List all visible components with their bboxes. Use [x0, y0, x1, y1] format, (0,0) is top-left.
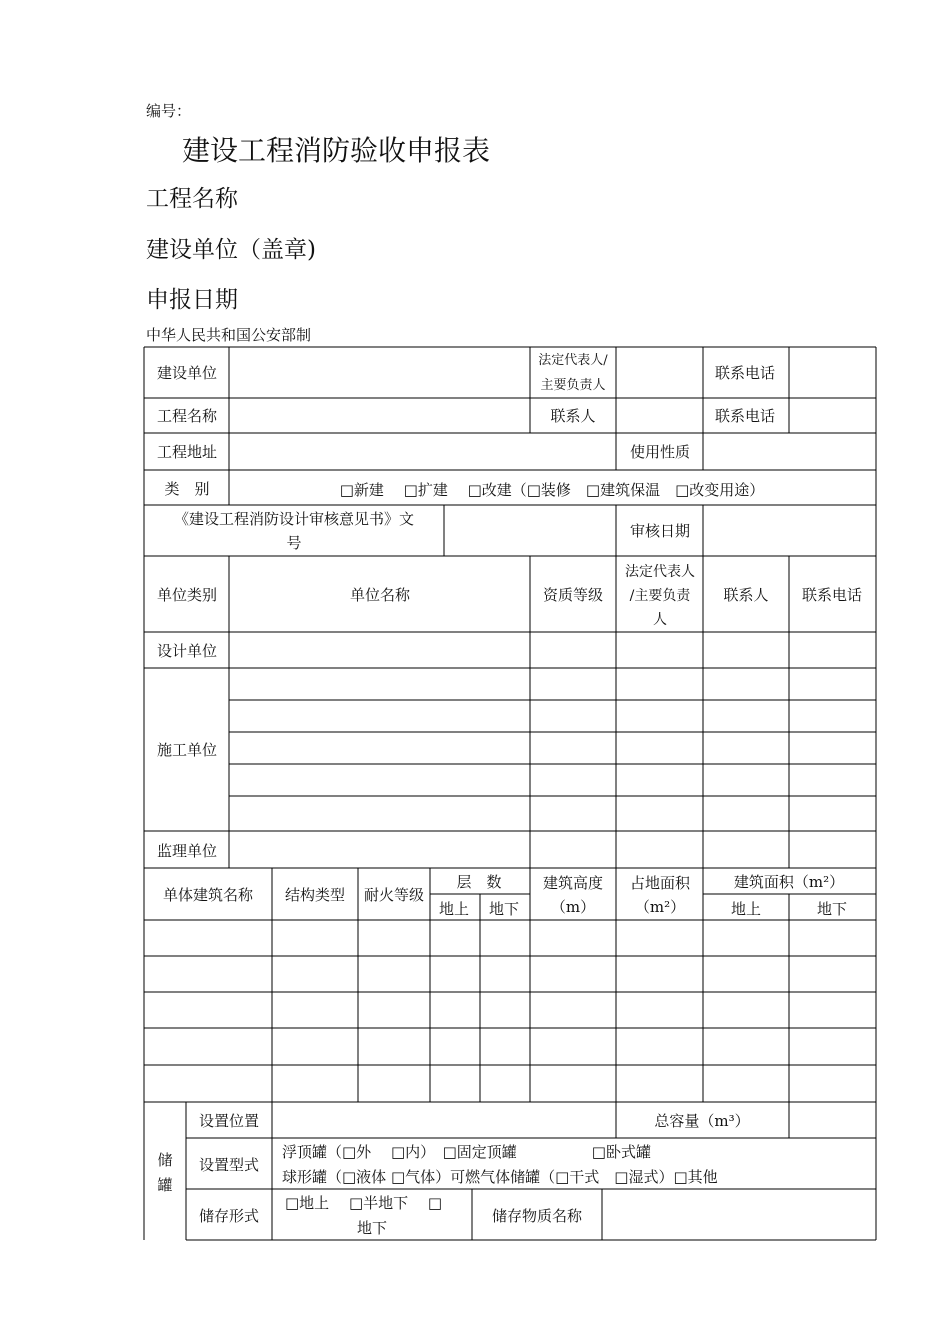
cover-construction-unit: 建设单位（盖章) — [146, 237, 316, 263]
col-height-line1: 建筑高度 — [542, 874, 604, 892]
col-floor-area-above: 地上 — [730, 900, 762, 918]
tank-label-line2: 罐 — [157, 1176, 173, 1194]
row-supervisor-unit: 监理单位 — [156, 842, 218, 860]
label-phone-1: 联系电话 — [714, 364, 776, 382]
col-qualification: 资质等级 — [542, 586, 604, 604]
label-category: 类 别 — [164, 480, 210, 498]
col-land-area-line1: 占地面积 — [629, 874, 691, 892]
col-floor-area: 建筑面积（m²） — [733, 873, 845, 891]
col-phone: 联系电话 — [801, 586, 863, 604]
label-stored-substance: 储存物质名称 — [491, 1207, 583, 1225]
label-document-number: 号 — [286, 534, 302, 552]
col-rep-line3: 人 — [653, 612, 667, 628]
col-height-line2: （m） — [550, 898, 596, 916]
row-design-unit: 设计单位 — [156, 642, 218, 660]
col-floors: 层 数 — [456, 873, 502, 891]
col-unit-type: 单位类别 — [156, 586, 218, 604]
cover-report-date: 申报日期 — [146, 287, 238, 313]
col-floor-area-below: 地下 — [816, 900, 848, 918]
label-phone-2: 联系电话 — [714, 407, 776, 425]
label-design-opinion: 《建设工程消防设计审核意见书》文 — [173, 510, 415, 528]
label-construction-unit: 建设单位 — [156, 364, 218, 382]
storage-options-line2[interactable]: 地下 — [356, 1219, 388, 1237]
col-rep-line2: /主要负责 — [629, 588, 691, 604]
cover-project-name: 工程名称 — [146, 186, 238, 212]
label-storage-form: 储存形式 — [198, 1207, 260, 1225]
label-usage: 使用性质 — [629, 443, 691, 461]
row-builder-unit: 施工单位 — [156, 741, 218, 759]
tank-label-line1: 储 — [157, 1151, 173, 1169]
tank-type-options-line2[interactable]: 球形罐（□液体 □气体）可燃气体储罐（□干式 □湿式）□其他 — [282, 1168, 718, 1186]
label-total-capacity: 总容量（m³） — [654, 1112, 750, 1130]
col-building-name: 单体建筑名称 — [162, 886, 254, 904]
category-options[interactable]: □新建 □扩建 □改建（□装修 □建筑保温 □改变用途） — [339, 481, 765, 499]
label-address: 工程地址 — [156, 443, 218, 461]
col-floors-below: 地下 — [488, 900, 520, 918]
label-tank-type: 设置型式 — [198, 1156, 260, 1174]
col-structure-type: 结构类型 — [284, 886, 346, 904]
col-contact: 联系人 — [723, 586, 769, 604]
label-review-date: 审核日期 — [629, 522, 691, 540]
col-floors-above: 地上 — [438, 900, 470, 918]
tank-type-options-line1[interactable]: 浮顶罐（□外 □内） □固定顶罐 □卧式罐 — [282, 1143, 651, 1161]
table-labels — [157, 352, 862, 1237]
storage-options-line1[interactable]: □地上 □半地下 □ — [285, 1194, 443, 1212]
col-fire-rating: 耐火等级 — [363, 886, 425, 904]
col-unit-name: 单位名称 — [349, 586, 411, 604]
label-legal-rep-line1: 法定代表人/ — [538, 353, 608, 368]
label-contact: 联系人 — [550, 407, 596, 425]
label-project-name: 工程名称 — [156, 407, 218, 425]
col-land-area-line2: （m²） — [634, 898, 686, 916]
issuer-label: 中华人民共和国公安部制 — [146, 326, 312, 344]
serial-number-label: 编号： — [146, 102, 192, 120]
label-tank-location: 设置位置 — [198, 1112, 260, 1130]
form-title: 建设工程消防验收申报表 — [182, 134, 491, 167]
col-rep-line1: 法定代表人 — [625, 564, 695, 580]
label-legal-rep-line2: 主要负责人 — [540, 378, 606, 393]
